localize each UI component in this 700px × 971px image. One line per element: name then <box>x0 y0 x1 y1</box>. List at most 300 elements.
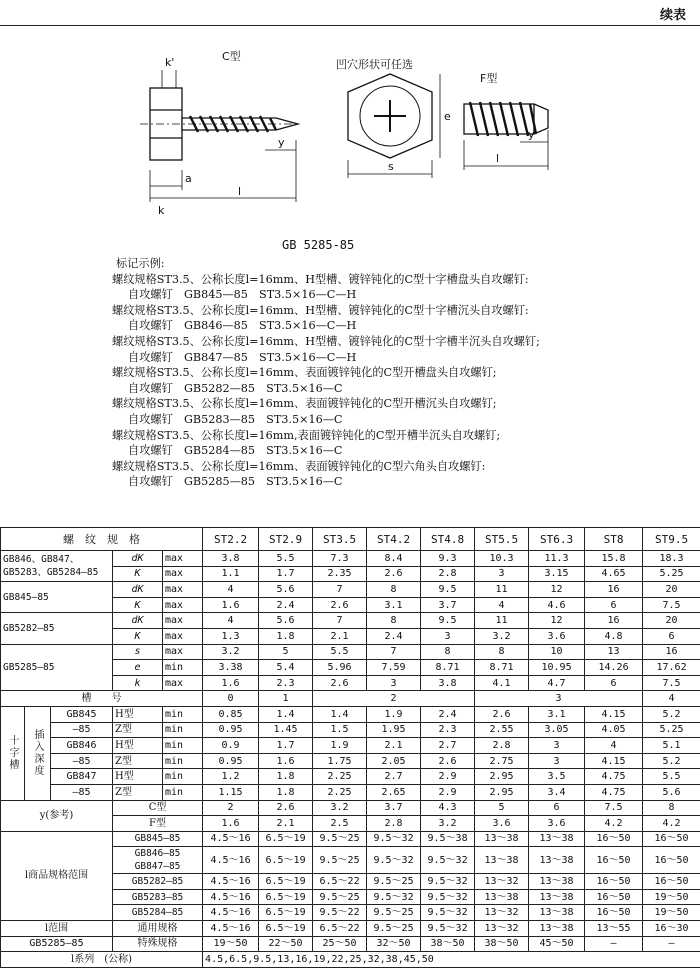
value-cell: 9.5～32 <box>367 831 421 847</box>
insert-standard: GB845 <box>51 706 113 722</box>
value-cell: 6 <box>529 800 585 816</box>
value-cell: 0.85 <box>203 706 259 722</box>
value-cell: 3.5 <box>529 769 585 785</box>
value-cell: 0.95 <box>203 753 259 769</box>
symbol-cell: dK <box>113 551 163 567</box>
value-cell: 8.4 <box>367 551 421 567</box>
value-cell: 4.5～16 <box>203 889 259 905</box>
value-cell: 2.9 <box>421 769 475 785</box>
value-cell: 5.6 <box>259 613 313 629</box>
value-cell: 11 <box>475 613 529 629</box>
y-label: y(参考) <box>1 800 113 831</box>
value-cell: 1.8 <box>259 784 313 800</box>
value-cell: 9.5～22 <box>313 905 367 921</box>
value-cell: 18.3 <box>643 551 700 567</box>
value-cell: 2.7 <box>421 738 475 754</box>
value-cell: 13～38 <box>475 889 529 905</box>
type-cell: Z型 <box>113 784 163 800</box>
value-cell: 1.45 <box>259 722 313 738</box>
qualifier-cell: max <box>163 597 203 613</box>
table-row <box>1 582 700 598</box>
type-cell: 通用规格 <box>113 921 203 937</box>
value-cell: 3.38 <box>203 660 259 676</box>
value-cell: 9.5～25 <box>313 831 367 847</box>
value-cell: 1 <box>259 691 313 707</box>
symbol-cell: K <box>113 597 163 613</box>
example-desc: 螺纹规格ST3.5、公称长度l=16mm、H型槽、镀锌钝化的C型十字槽盘头自攻螺钉: <box>112 272 529 286</box>
value-cell: 2.35 <box>313 566 367 582</box>
table-row <box>1 738 700 754</box>
qualifier-cell: min <box>163 784 203 800</box>
value-cell: 3 <box>475 566 529 582</box>
value-cell: 1.6 <box>203 816 259 832</box>
value-cell: 20 <box>643 582 700 598</box>
value-cell: 6 <box>643 628 700 644</box>
value-cell: 3 <box>529 738 585 754</box>
value-cell: 6 <box>585 597 643 613</box>
value-cell: 4.6 <box>529 597 585 613</box>
header-spec: 螺 纹 规 格 <box>1 528 203 551</box>
cross-recess-label: 十字槽 <box>1 706 25 800</box>
value-cell: 4 <box>203 613 259 629</box>
value-cell: 2.4 <box>259 597 313 613</box>
value-cell: 2.1 <box>259 816 313 832</box>
value-cell: 3 <box>421 628 475 644</box>
value-cell: 6.5～22 <box>313 874 367 890</box>
value-cell: 7 <box>313 582 367 598</box>
value-cell: 10 <box>529 644 585 660</box>
value-cell: 9.5～32 <box>367 889 421 905</box>
value-cell: 6.5～19 <box>259 905 313 921</box>
size-header: ST3.5 <box>313 528 367 551</box>
value-cell: 16～50 <box>643 874 700 890</box>
size-header: ST5.5 <box>475 528 529 551</box>
value-cell: 7.59 <box>367 660 421 676</box>
dim-y-f: y <box>528 128 535 141</box>
value-cell: 6.5～19 <box>259 921 313 937</box>
value-cell: 13～38 <box>529 889 585 905</box>
insert-standard: GB847 <box>51 769 113 785</box>
value-cell: 8 <box>367 613 421 629</box>
insert-standard: GB846 <box>51 738 113 754</box>
dim-e: e <box>444 110 451 123</box>
table-row <box>1 921 700 937</box>
type-cell: H型 <box>113 769 163 785</box>
value-cell: 4.3 <box>421 800 475 816</box>
value-cell: 3 <box>367 675 421 691</box>
value-cell: 3.2 <box>203 644 259 660</box>
value-cell: 8 <box>475 644 529 660</box>
value-cell: 16～50 <box>585 847 643 874</box>
value-cell: 1.4 <box>259 706 313 722</box>
value-cell: 4.05 <box>585 722 643 738</box>
value-cell: 2.95 <box>475 784 529 800</box>
value-cell: 3.2 <box>475 628 529 644</box>
qualifier-cell: min <box>163 753 203 769</box>
value-cell: 4 <box>203 582 259 598</box>
value-cell: 2.6 <box>313 675 367 691</box>
value-cell: 4.75 <box>585 769 643 785</box>
value-cell: 6.5～22 <box>313 921 367 937</box>
qualifier-cell: max <box>163 551 203 567</box>
value-cell: 9.5～25 <box>367 921 421 937</box>
value-cell: 5.5 <box>643 769 700 785</box>
value-cell: 4.15 <box>585 753 643 769</box>
top-rule <box>0 25 700 26</box>
value-cell: 4.8 <box>585 628 643 644</box>
value-cell: 38～50 <box>475 936 529 952</box>
dim-l: l <box>238 185 242 198</box>
value-cell: 2.95 <box>475 769 529 785</box>
value-cell: 3.1 <box>367 597 421 613</box>
dim-k: k <box>158 204 165 217</box>
value-cell: 0.9 <box>203 738 259 754</box>
value-cell: 16～50 <box>643 831 700 847</box>
value-cell: 13～38 <box>529 847 585 874</box>
value-cell: 10.3 <box>475 551 529 567</box>
example-code: 自攻螺钉 GB5282—85 ST3.5×16—C <box>128 381 343 395</box>
l-range-label: l商品规格范围 <box>1 831 113 920</box>
value-cell: 5.1 <box>643 738 700 754</box>
standard-cell: GB5283—85 <box>113 889 203 905</box>
size-header: ST2.9 <box>259 528 313 551</box>
value-cell: 2 <box>313 691 475 707</box>
symbol-cell: s <box>113 644 163 660</box>
value-cell: 13～38 <box>529 905 585 921</box>
value-cell: 2.4 <box>421 706 475 722</box>
value-cell: 2.9 <box>421 784 475 800</box>
value-cell: 8 <box>421 644 475 660</box>
example-desc: 螺纹规格ST3.5、公称长度l=16mm、表面镀锌钝化的C型六角头自攻螺钉: <box>112 459 486 473</box>
table-row <box>1 691 700 707</box>
value-cell: 2.8 <box>421 566 475 582</box>
value-cell: 12 <box>529 582 585 598</box>
value-cell: 1.6 <box>259 753 313 769</box>
value-cell: 8.71 <box>475 660 529 676</box>
value-cell: 2.6 <box>475 706 529 722</box>
value-cell: 19～50 <box>643 905 700 921</box>
value-cell: 14.26 <box>585 660 643 676</box>
value-cell: 5 <box>259 644 313 660</box>
value-cell: 16～50 <box>643 847 700 874</box>
dim-k-prime: k' <box>165 56 175 69</box>
value-cell: 9.5～32 <box>421 905 475 921</box>
value-cell: 2.8 <box>475 738 529 754</box>
symbol-cell: K <box>113 628 163 644</box>
qualifier-cell: min <box>163 769 203 785</box>
value-cell: 5.6 <box>259 582 313 598</box>
type-cell: F型 <box>113 816 203 832</box>
value-cell: 3.4 <box>529 784 585 800</box>
value-cell: 4 <box>475 597 529 613</box>
f-type-drawing <box>464 102 548 170</box>
table-row <box>1 784 700 800</box>
value-cell: 5.25 <box>643 722 700 738</box>
value-cell: 2.55 <box>475 722 529 738</box>
value-cell: 3.6 <box>529 628 585 644</box>
value-cell: 12 <box>529 613 585 629</box>
value-cell: 16～30 <box>643 921 700 937</box>
size-header: ST9.5 <box>643 528 700 551</box>
dim-l-f: l <box>496 152 500 165</box>
dim-y: y <box>278 136 285 149</box>
example-desc: 螺纹规格ST3.5、公称长度l=16mm、表面镀锌钝化的C型开槽沉头自攻螺钉; <box>112 397 497 411</box>
value-cell: 1.6 <box>203 675 259 691</box>
example-desc: 螺纹规格ST3.5、公称长度l=16mm,表面镀锌钝化的C型开槽半沉头自攻螺钉; <box>112 428 501 442</box>
dim-a: a <box>185 172 192 185</box>
value-cell: 9.5～32 <box>421 921 475 937</box>
value-cell: 1.9 <box>367 706 421 722</box>
value-cell: 9.5 <box>421 613 475 629</box>
value-cell: 1.7 <box>259 738 313 754</box>
value-cell: 13～38 <box>529 831 585 847</box>
value-cell: 2.25 <box>313 784 367 800</box>
value-cell: 11 <box>475 582 529 598</box>
value-cell: 13～38 <box>529 874 585 890</box>
qualifier-cell: max <box>163 613 203 629</box>
value-cell: 9.5～25 <box>367 874 421 890</box>
size-header: ST2.2 <box>203 528 259 551</box>
type-cell: Z型 <box>113 722 163 738</box>
value-cell: 8.71 <box>421 660 475 676</box>
value-cell: 6 <box>585 675 643 691</box>
value-cell: 7.5 <box>643 675 700 691</box>
value-cell: 5.4 <box>259 660 313 676</box>
hex-top-view <box>348 74 440 178</box>
value-cell: 9.3 <box>421 551 475 567</box>
value-cell: 1.8 <box>259 769 313 785</box>
value-cell: 19～50 <box>203 936 259 952</box>
table-row <box>1 644 700 660</box>
table-row <box>1 613 700 629</box>
symbol-cell: k <box>113 675 163 691</box>
value-cell: 3 <box>529 753 585 769</box>
table-row <box>1 936 700 952</box>
value-cell: 5.25 <box>643 566 700 582</box>
value-cell: 9.5～32 <box>421 847 475 874</box>
value-cell: 6.5～19 <box>259 874 313 890</box>
type-cell: C型 <box>113 800 203 816</box>
value-cell: 17.62 <box>643 660 700 676</box>
gb5285-l-range: l范围 <box>1 921 113 937</box>
value-cell: 4.5～16 <box>203 847 259 874</box>
screw-figure <box>0 30 700 240</box>
value-cell: 5.5 <box>259 551 313 567</box>
value-cell: 1.95 <box>367 722 421 738</box>
value-cell: 3.2 <box>313 800 367 816</box>
value-cell: 9.5 <box>421 582 475 598</box>
value-cell: 1.2 <box>203 769 259 785</box>
example-code: 自攻螺钉 GB5283—85 ST3.5×16—C <box>128 412 343 426</box>
value-cell: 3 <box>475 691 643 707</box>
value-cell: 20 <box>643 613 700 629</box>
example-code: 自攻螺钉 GB5285—85 ST3.5×16—C <box>128 475 343 489</box>
table-row <box>1 831 700 847</box>
value-cell: 6.5～19 <box>259 889 313 905</box>
value-cell: 9.5～32 <box>367 847 421 874</box>
insert-standard: —85 <box>51 753 113 769</box>
value-cell: 11.3 <box>529 551 585 567</box>
insert-standard: —85 <box>51 784 113 800</box>
value-cell: 2.4 <box>367 628 421 644</box>
example-desc: 螺纹规格ST3.5、公称长度l=16mm、H型槽、镀锌钝化的C型十字槽半沉头自攻螺钉; <box>112 334 540 348</box>
series-label: l系列 (公称) <box>1 952 203 968</box>
value-cell: 16 <box>643 644 700 660</box>
value-cell: 9.5～38 <box>421 831 475 847</box>
value-cell: 38～50 <box>421 936 475 952</box>
value-cell: 9.5～25 <box>313 847 367 874</box>
symbol-cell: dK <box>113 582 163 598</box>
value-cell: 3.15 <box>529 566 585 582</box>
value-cell: 2.6 <box>367 566 421 582</box>
value-cell: 4.1 <box>475 675 529 691</box>
qualifier-cell: max <box>163 675 203 691</box>
value-cell: 2.6 <box>259 800 313 816</box>
value-cell: 1.15 <box>203 784 259 800</box>
standard-label: GB5282—85 <box>1 613 113 644</box>
value-cell: 4.5～16 <box>203 905 259 921</box>
value-cell: 1.3 <box>203 628 259 644</box>
continued-label: 续表 <box>659 8 686 23</box>
value-cell: 2.1 <box>313 628 367 644</box>
value-cell: — <box>585 936 643 952</box>
value-cell: 3.8 <box>203 551 259 567</box>
value-cell: 1.9 <box>313 738 367 754</box>
type-cell: H型 <box>113 706 163 722</box>
table-row <box>1 753 700 769</box>
value-cell: 3.2 <box>421 816 475 832</box>
table-row <box>1 722 700 738</box>
value-cell: 25～50 <box>313 936 367 952</box>
gb5285-std: GB5285—85 <box>1 936 113 952</box>
standard-label: GB846、GB847、GB5283、GB5284—85 <box>1 551 113 582</box>
c-type-label: C型 <box>222 50 241 63</box>
symbol-cell: K <box>113 566 163 582</box>
value-cell: 13～38 <box>529 921 585 937</box>
table-row <box>1 706 700 722</box>
value-cell: 2.8 <box>367 816 421 832</box>
qualifier-cell: max <box>163 582 203 598</box>
qualifier-cell: min <box>163 722 203 738</box>
value-cell: 4.65 <box>585 566 643 582</box>
value-cell: 15.8 <box>585 551 643 567</box>
value-cell: 9.5～32 <box>421 874 475 890</box>
value-cell: 19～50 <box>643 889 700 905</box>
value-cell: 4.5～16 <box>203 921 259 937</box>
dim-s: s <box>388 160 394 173</box>
standard-cell: GB846—85 GB847—85 <box>113 847 203 874</box>
value-cell: 4 <box>643 691 700 707</box>
value-cell: 3.6 <box>529 816 585 832</box>
symbol-cell: dK <box>113 613 163 629</box>
table-row <box>1 551 700 567</box>
value-cell: 4.5～16 <box>203 831 259 847</box>
value-cell: 13～55 <box>585 921 643 937</box>
type-cell: 特殊规格 <box>113 936 203 952</box>
value-cell: 3.05 <box>529 722 585 738</box>
size-header: ST4.8 <box>421 528 475 551</box>
value-cell: 1.7 <box>259 566 313 582</box>
value-cell: 4.15 <box>585 706 643 722</box>
value-cell: 9.5～25 <box>313 889 367 905</box>
value-cell: 2.6 <box>421 753 475 769</box>
value-cell: 16 <box>585 613 643 629</box>
table-row <box>1 769 700 785</box>
value-cell: 5 <box>475 800 529 816</box>
value-cell: 16～50 <box>585 874 643 890</box>
value-cell: 7 <box>367 644 421 660</box>
example-desc: 螺纹规格ST3.5、公称长度l=16mm、H型槽、镀锌钝化的C型十字槽沉头自攻螺钉: <box>112 303 529 317</box>
f-type-label: F型 <box>480 72 498 85</box>
standard-label: GB845—85 <box>1 582 113 613</box>
standard-cell: GB5282—85 <box>113 874 203 890</box>
value-cell: 3.8 <box>421 675 475 691</box>
value-cell: 2.3 <box>259 675 313 691</box>
example-code: 自攻螺钉 GB5284—85 ST3.5×16—C <box>128 444 343 458</box>
value-cell: 5.2 <box>643 753 700 769</box>
value-cell: 4.7 <box>529 675 585 691</box>
value-cell: 4 <box>585 738 643 754</box>
qualifier-cell: min <box>163 706 203 722</box>
value-cell: 1.4 <box>313 706 367 722</box>
qualifier-cell: max <box>163 628 203 644</box>
series-value: 4.5,6.5,9.5,13,16,19,22,25,32,38,45,50 <box>203 952 700 968</box>
value-cell: 16～50 <box>585 905 643 921</box>
example-desc: 螺纹规格ST3.5、公称长度l=16mm、表面镀锌钝化的C型开槽盘头自攻螺钉; <box>112 366 497 380</box>
value-cell: 4.2 <box>585 816 643 832</box>
size-header: ST4.2 <box>367 528 421 551</box>
value-cell: 13～32 <box>475 874 529 890</box>
value-cell: 7.3 <box>313 551 367 567</box>
value-cell: 5.6 <box>643 784 700 800</box>
value-cell: 3.7 <box>421 597 475 613</box>
value-cell: 4.75 <box>585 784 643 800</box>
value-cell: 7 <box>313 613 367 629</box>
value-cell: 22～50 <box>259 936 313 952</box>
value-cell: 13 <box>585 644 643 660</box>
table-row <box>1 952 700 968</box>
standard-cell: GB5284—85 <box>113 905 203 921</box>
value-cell: 2.1 <box>367 738 421 754</box>
value-cell: 1.6 <box>203 597 259 613</box>
value-cell: 1.8 <box>259 628 313 644</box>
value-cell: 8 <box>367 582 421 598</box>
value-cell: 2.65 <box>367 784 421 800</box>
value-cell: 13～38 <box>475 847 529 874</box>
value-cell: 10.95 <box>529 660 585 676</box>
value-cell: 5.2 <box>643 706 700 722</box>
example-code: 自攻螺钉 GB846—85 ST3.5×16—C—H <box>128 319 357 333</box>
size-header: ST6.3 <box>529 528 585 551</box>
table-row <box>1 528 700 551</box>
value-cell: 4.2 <box>643 816 700 832</box>
value-cell: 2.25 <box>313 769 367 785</box>
value-cell: 4.5～16 <box>203 874 259 890</box>
value-cell: 7.5 <box>585 800 643 816</box>
value-cell: 0 <box>203 691 259 707</box>
example-code: 自攻螺钉 GB847—85 ST3.5×16—C—H <box>128 350 357 364</box>
size-header: ST8 <box>585 528 643 551</box>
value-cell: 13～32 <box>475 905 529 921</box>
qualifier-cell: max <box>163 644 203 660</box>
value-cell: — <box>643 936 700 952</box>
examples-heading: 标记示例: <box>116 257 165 270</box>
value-cell: 13～38 <box>475 831 529 847</box>
symbol-cell: e <box>113 660 163 676</box>
type-cell: Z型 <box>113 753 163 769</box>
c-type-drawing <box>140 70 300 202</box>
value-cell: 2.3 <box>421 722 475 738</box>
